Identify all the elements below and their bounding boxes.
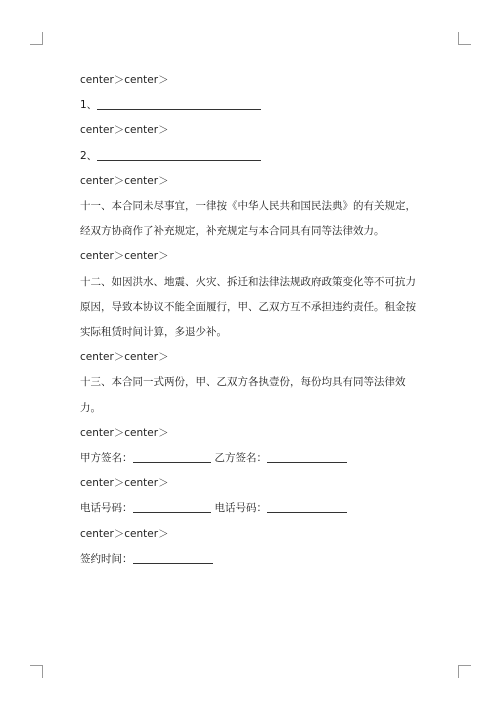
phone-row [80, 496, 425, 521]
center-marker: center＞center＞ [80, 426, 169, 439]
blank-item-number: 2、 [80, 149, 98, 162]
party-b-signature-label: 乙方签名： [214, 452, 267, 465]
party-a-signature-label: 甲方签名： [80, 452, 133, 465]
party-b-signature-blank[interactable] [267, 451, 347, 463]
center-marker: center＞center＞ [80, 527, 169, 540]
corner-mark-top-right [458, 32, 471, 45]
blank-item-2 [80, 144, 425, 169]
fill-in-blank[interactable] [97, 98, 261, 110]
clause-eleven: 十一、本合同未尽事宜，一律按《中华人民共和国民法典》的有关规定，经双方协商作了补充规定，补充规定与本合同具有同等法律效力。 [80, 200, 416, 238]
party-a-phone-blank[interactable] [133, 501, 211, 513]
party-b-phone-label: 电话号码： [214, 502, 267, 515]
clause-thirteen: 十三、本合同一式两份，甲、乙双方各执壹份，每份均具有同等法律效力。 [80, 376, 406, 414]
corner-mark-top-left [30, 32, 43, 45]
party-a-phone-label: 电话号码： [80, 502, 133, 515]
center-marker: center＞center＞ [80, 174, 169, 187]
corner-mark-bottom-left [30, 665, 43, 678]
center-marker: center＞center＞ [80, 250, 169, 263]
center-marker: center＞center＞ [80, 124, 169, 137]
center-marker: center＞center＞ [80, 74, 169, 86]
blank-item-1 [80, 93, 425, 118]
center-marker: center＞center＞ [80, 351, 169, 364]
corner-mark-bottom-right [458, 665, 471, 678]
party-a-signature-blank[interactable] [133, 451, 211, 463]
fill-in-blank[interactable] [97, 149, 261, 161]
party-b-phone-blank[interactable] [267, 501, 347, 513]
signing-date-blank[interactable] [133, 552, 213, 564]
blank-item-number: 1、 [80, 99, 98, 112]
date-row [80, 547, 425, 572]
clause-twelve: 十二、如因洪水、地震、火灾、拆迁和法律法规政府政策变化等不可抗力原因，导致本协议不能全面履行，甲、乙双方互不承担违约责任。租金按实际租赁时间计算，多退少补。 [80, 275, 416, 339]
center-marker: center＞center＞ [80, 477, 169, 490]
document-body [80, 68, 425, 572]
signature-row [80, 446, 425, 471]
signing-date-label: 签约时间： [80, 552, 133, 565]
